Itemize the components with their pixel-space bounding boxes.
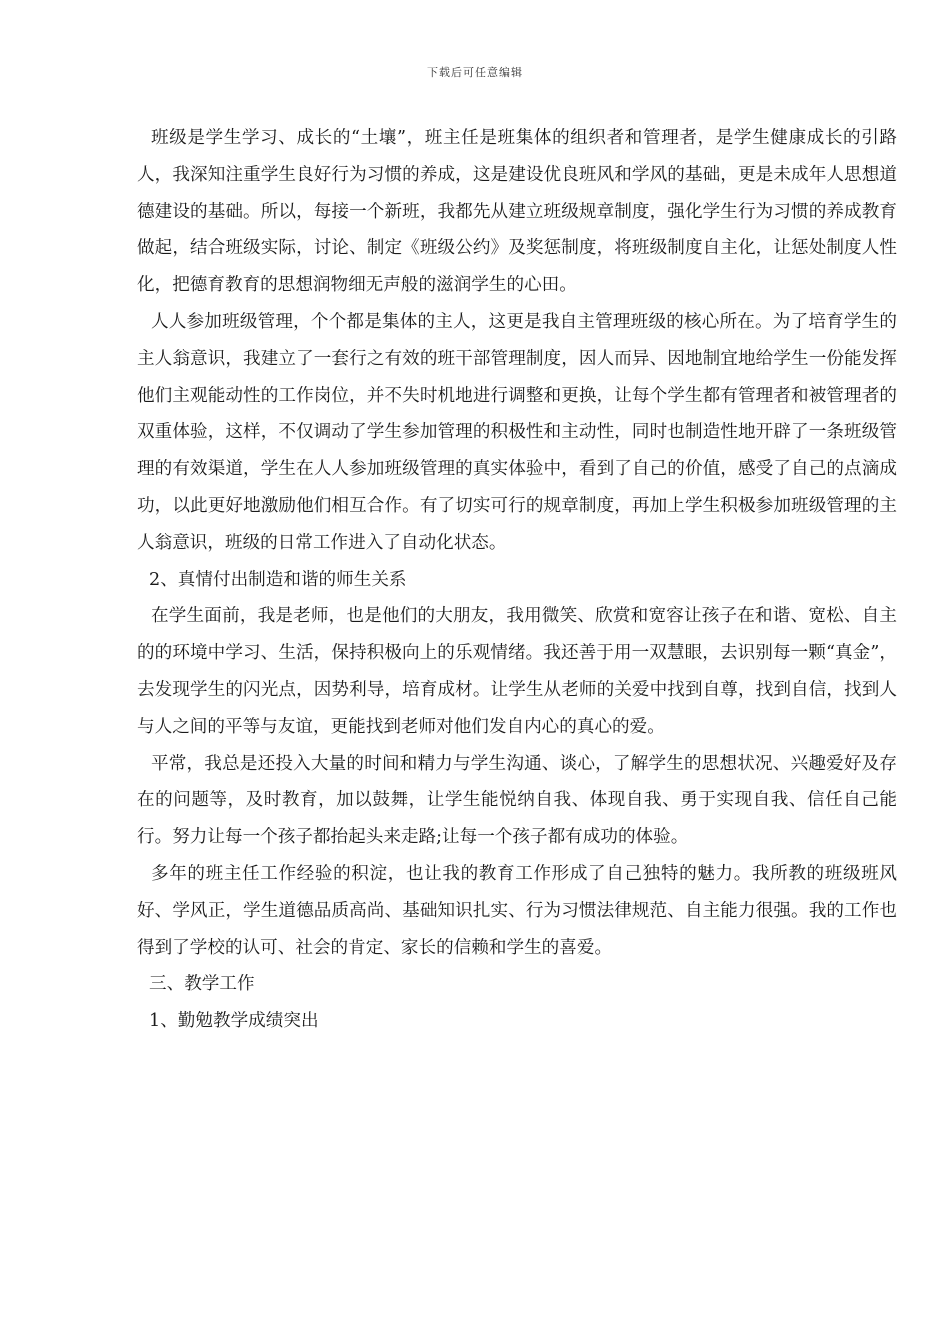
paragraph-teacher-friend: 在学生面前，我是老师，也是他们的大朋友，我用微笑、欣赏和宽容让孩子在和谐、宽松、自主的的环境中学习、生活，保持积极向上的乐观情绪。我还善于用一双慧眼，去识别每一颗“真金”，去发现学生的闪光点，因势利导，培育成材。让学生从老师的关爱中找到自尊，找到自信，找到人与人之间的平等与友谊，更能找到老师对他们发自内心的真心的爱。 bbox=[137, 606, 897, 737]
section-heading-teaching-results: 1、勤勉教学成绩突出 bbox=[149, 1011, 319, 1032]
paragraph-class-management: 人人参加班级管理，个个都是集体的主人，这更是我自主管理班级的核心所在。为了培育学生的主人翁意识，我建立了一套行之有效的班干部管理制度，因人而异、因地制宜地给学生一份能发挥他们主观能动性的工作岗位，并不失时机地进行调整和更换，让每个学生都有管理者和被管理者的双重体验，这样，不仅调动了学生参加管理的积极性和主动性，同时也制造性地开辟了一条班级管理的有效渠道，学生在人人参加班级管理的真实体验中，看到了自己的价值，感受了自己的点滴成功，以此更好地激励他们相互合作。有了切实可行的规章制度，再加上学生积极参加班级管理的主人翁意识，班级的日常工作进入了自动化状态。 bbox=[137, 311, 897, 553]
page-header-note: 下载后可任意编辑 bbox=[427, 66, 523, 79]
section-heading-teaching-work: 三、教学工作 bbox=[149, 974, 255, 995]
document-body bbox=[137, 120, 897, 1040]
paragraph-experience: 多年的班主任工作经验的积淀，也让我的教育工作形成了自己独特的魅力。我所教的班级班风好、学风正，学生道德品质高尚、基础知识扎实、行为习惯法律规范、自主能力很强。我的工作也得到了学校的认可、社会的肯定、家长的信赖和学生的喜爱。 bbox=[137, 863, 897, 958]
paragraph-class-rules: 班级是学生学习、成长的“土壤”，班主任是班集体的组织者和管理者，是学生健康成长的引路人，我深知注重学生良好行为习惯的养成，这是建设优良班风和学风的基础，更是未成年人思想道德建设的基础。所以，每接一个新班，我都先从建立班级规章制度，强化学生行为习惯的养成教育做起，结合班级实际，讨论、制定《班级公约》及奖惩制度，将班级制度自主化，让惩处制度人性化，把德育教育的思想润物细无声般的滋润学生的心田。 bbox=[137, 128, 897, 296]
section-heading-teacher-student: 2、真情付出制造和谐的师生关系 bbox=[149, 569, 407, 590]
paragraph-communication: 平常，我总是还投入大量的时间和精力与学生沟通、谈心，了解学生的思想状况、兴趣爱好及存在的问题等，及时教育，加以鼓舞，让学生能悦纳自我、体现自我、勇于实现自我、信任自己能行。努力让每一个孩子都抬起头来走路;让每一个孩子都有成功的体验。 bbox=[137, 753, 897, 848]
